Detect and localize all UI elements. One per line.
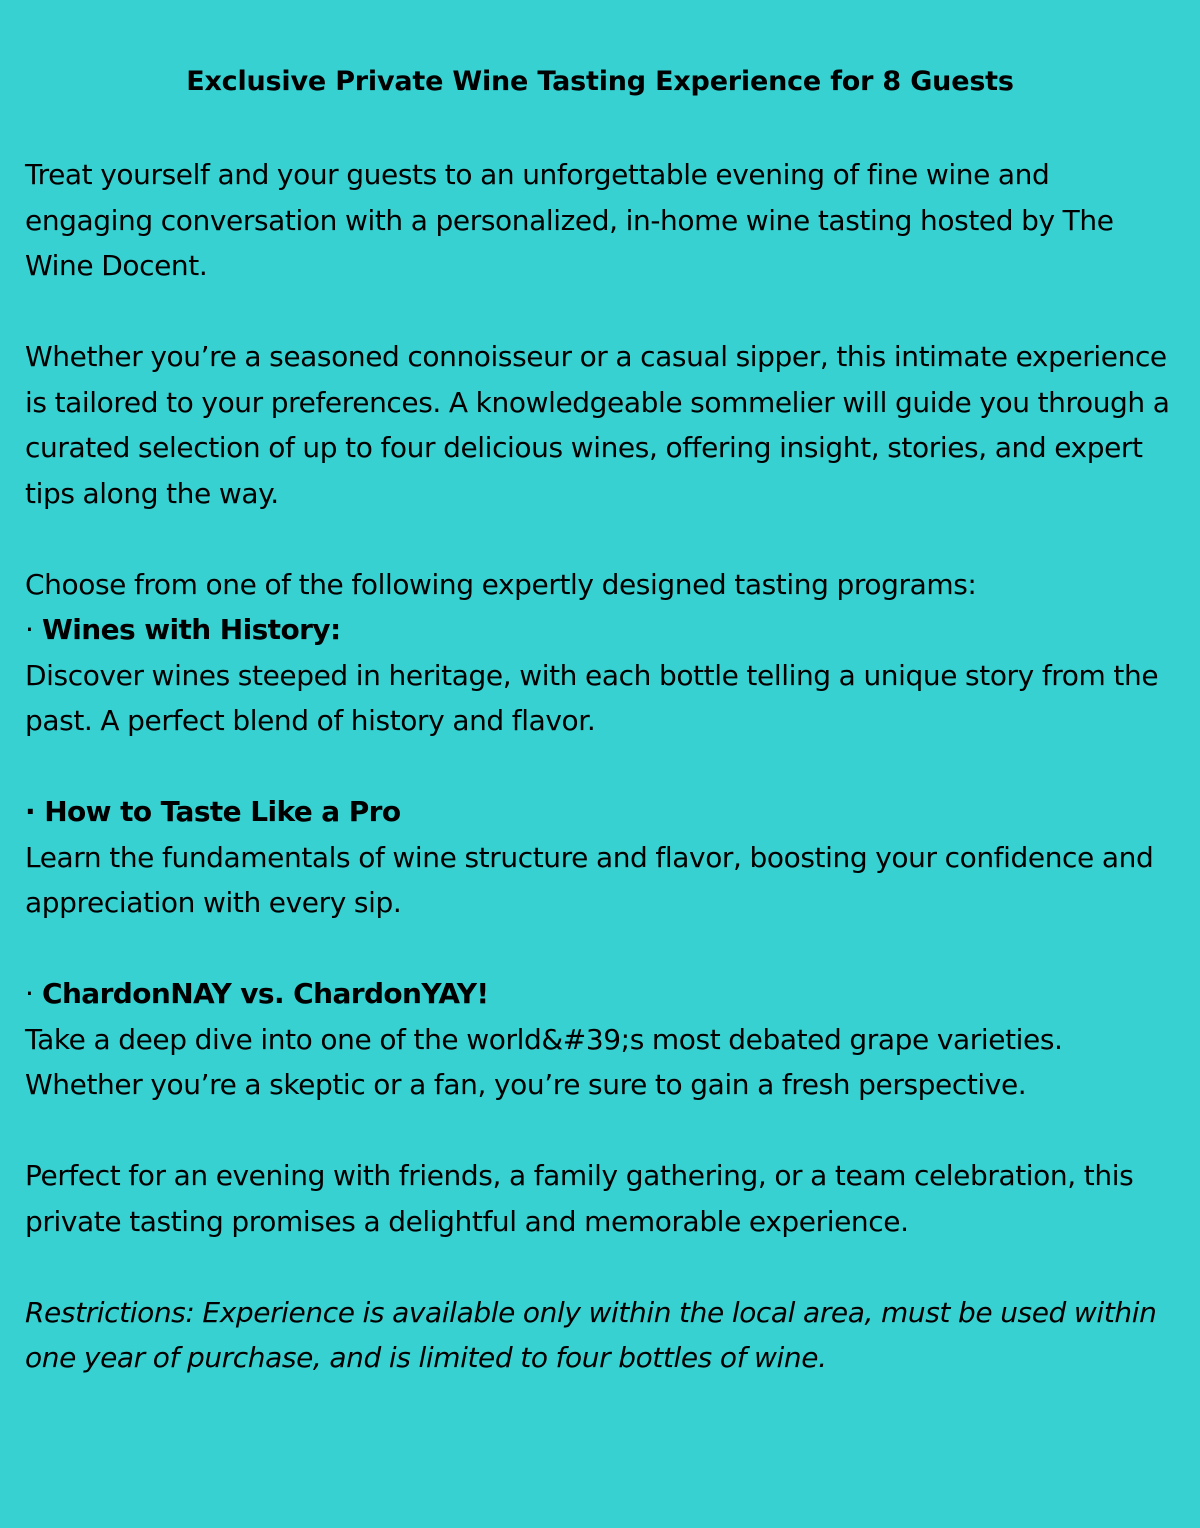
restrictions-text: Experience is available only within the local area, must be used within one year of purchase, and is limited to four bottles of wine. bbox=[25, 1295, 1157, 1374]
program-description: Learn the fundamentals of wine structure and flavor, boosting your confidence and appreciation with every sip. bbox=[25, 840, 1154, 919]
spacer bbox=[25, 1244, 1175, 1290]
page-title: Exclusive Private Wine Tasting Experience for 8 Guests bbox=[186, 66, 1014, 97]
restrictions-separator: : bbox=[185, 1295, 203, 1329]
program-description: Take a deep dive into one of the world&#39;s most debated grape varieties. Whether you’re a skeptic or a fan, you’re sure to gain a fresh perspective. bbox=[25, 1022, 1063, 1101]
restrictions-label: Restrictions bbox=[25, 1295, 186, 1329]
program-name: Wines with History: bbox=[42, 613, 341, 646]
program-description: Discover wines steeped in heritage, with each bottle telling a unique story from the past. A perfect blend of history and flavor. bbox=[25, 658, 1159, 737]
spacer bbox=[25, 516, 1175, 562]
bullet: · bbox=[25, 977, 43, 1010]
spacer bbox=[25, 289, 1175, 335]
intro-paragraph: Treat yourself and your guests to an unforgettable evening of fine wine and engaging conversation with a personalized, in-home wine tasting hosted by The Wine Docent. bbox=[25, 158, 1114, 282]
spacer bbox=[25, 1108, 1175, 1154]
bullet: · bbox=[25, 795, 45, 828]
restrictions-note bbox=[25, 1290, 1175, 1381]
bullet: · bbox=[25, 613, 43, 646]
program-heading-history bbox=[25, 607, 1175, 653]
programs-intro: Choose from one of the following expertly designed tasting programs: bbox=[25, 567, 977, 601]
description-paragraph: Whether you’re a seasoned connoisseur or a casual sipper, this intimate experience is tailored to your preferences. A knowledgeable sommelier will guide you through a curated selection of up to four delicious wines, offering insight, stories, and expert tips along the way. bbox=[25, 340, 1170, 510]
program-name: ChardonNAY vs. ChardonYAY! bbox=[42, 977, 489, 1010]
program-heading-chardonnay bbox=[25, 971, 1175, 1017]
spacer bbox=[25, 744, 1175, 790]
spacer bbox=[25, 926, 1175, 972]
program-heading-taste-pro bbox=[25, 789, 1175, 835]
program-name: How to Taste Like a Pro bbox=[44, 795, 401, 828]
closing-paragraph: Perfect for an evening with friends, a family gathering, or a team celebration, this private tasting promises a delightful and memorable experience. bbox=[25, 1159, 1134, 1238]
